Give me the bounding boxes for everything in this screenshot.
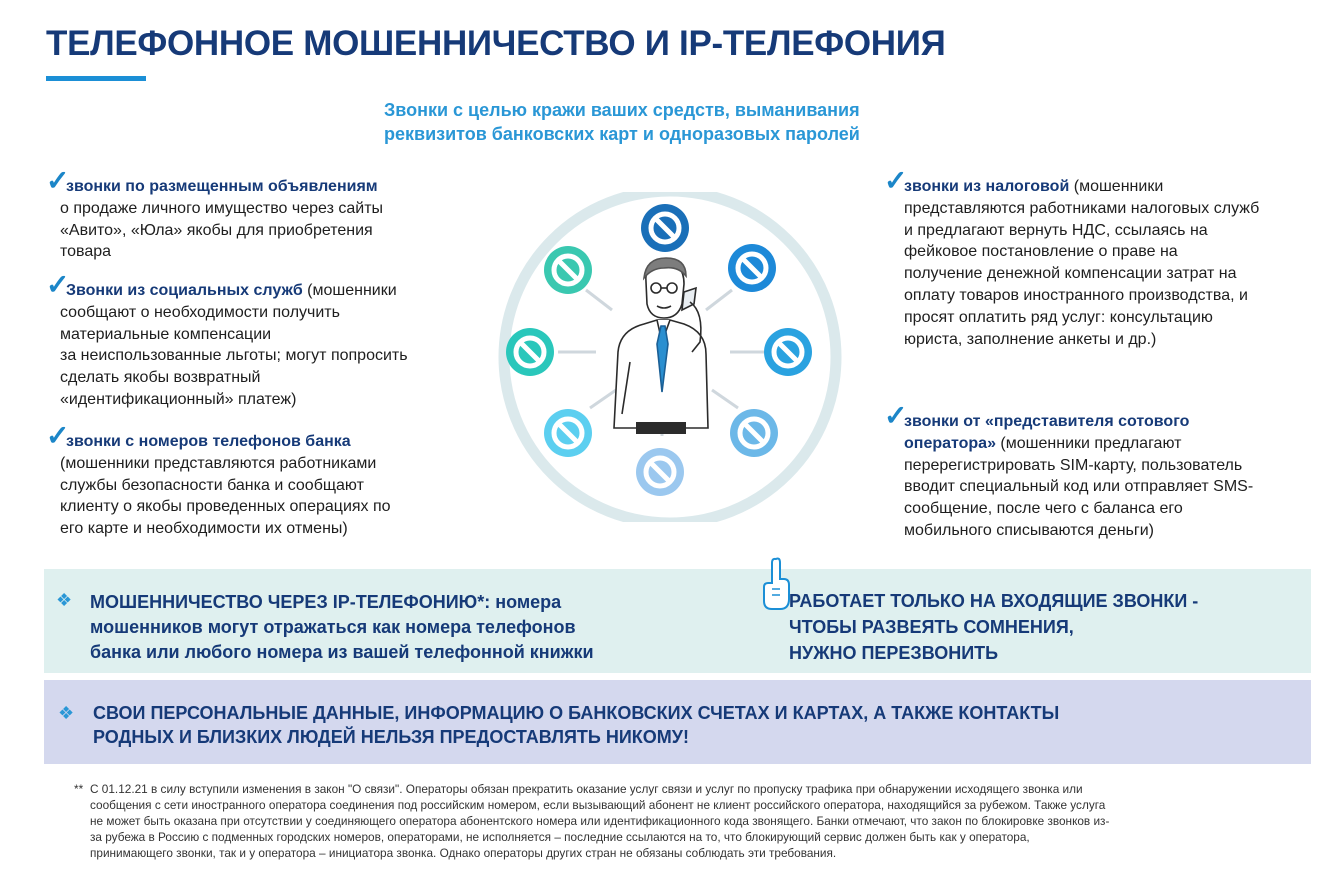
- left-item-bank-line: (мошенники представляются работниками: [60, 454, 377, 472]
- checkmark-icon: ✓: [884, 400, 908, 431]
- no-entry-icon: [728, 244, 776, 292]
- callback-advice-line: ЧТОБЫ РАЗВЕЯТЬ СОМНЕНИЯ,: [789, 617, 1074, 637]
- left-item-social-lead-tail: (мошенники: [302, 282, 397, 299]
- right-item-tax-line: просят оплатить ряд услуг: консультацию: [904, 308, 1213, 326]
- right-item-operator-lead-2: оператора»: [904, 434, 996, 452]
- callback-advice-line: РАБОТАЕТ ТОЛЬКО НА ВХОДЯЩИЕ ЗВОНКИ -: [789, 591, 1199, 611]
- footnote-line: принимающего звонки, так и у оператора – инициатора звонка. Однако операторы других стран не обязаны соблюдать эти требования.: [90, 846, 837, 860]
- right-item-operator-line: вводит специальный код или отправляет SMS-: [904, 478, 1254, 496]
- left-item-bank: [46, 420, 486, 540]
- personal-data-band: [44, 680, 1311, 764]
- subtitle-line-1: Звонки с целью кражи ваших средств, выманивания: [384, 100, 860, 120]
- checkmark-icon: ✓: [46, 269, 70, 300]
- no-entry-icon: [506, 328, 554, 376]
- left-item-ads-line: «Авито», «Юла» якобы для приобретения: [60, 221, 373, 239]
- footnote-line: не может быть оказана при отсутствии у соединяющего оператора абонентского номера или идентификационного кода звонящего. Банки отмечают, что закон по блокировке звонков из-: [90, 814, 1110, 828]
- right-item-operator-line: сообщение, после чего с баланса его: [904, 500, 1183, 518]
- left-item-social-lead: Звонки из социальных служб: [66, 282, 303, 299]
- right-item-tax-line: представляются работниками налоговых служб: [904, 199, 1260, 217]
- no-entry-icon: [764, 328, 812, 376]
- subtitle: [384, 98, 984, 146]
- callback-advice: [789, 588, 1309, 666]
- right-item-operator-line: мобильного списываются деньги): [904, 521, 1154, 539]
- right-item-operator-line: перерегистрировать SIM-карту, пользователь: [904, 456, 1243, 474]
- ip-telephony-lead-tail: : номера: [484, 592, 562, 612]
- right-item-tax-line: фейковое постановление о праве на: [904, 243, 1178, 261]
- footnote: [74, 781, 1295, 861]
- footnote-line: за рубежа в Россию с подменных городских номеров, операторами, не исполняется – последние ссылаются на то, что блокирующий сервис должен быть как у оператора,: [90, 830, 1030, 844]
- title-underline: [46, 76, 146, 81]
- right-item-tax-lead-tail: (мошенники: [1069, 178, 1164, 195]
- no-entry-icon: [544, 409, 592, 457]
- checkmark-icon: ✓: [46, 420, 70, 451]
- left-item-ads: [46, 165, 476, 263]
- left-item-ads-line: о продаже личного имущество через сайты: [60, 199, 384, 217]
- personal-data-line: СВОИ ПЕРСОНАЛЬНЫЕ ДАННЫЕ, ИНФОРМАЦИЮ О БАНКОВСКИХ СЧЕТАХ И КАРТАХ, А ТАКЖЕ КОНТАКТЫ: [93, 703, 1060, 723]
- subtitle-line-2: реквизитов банковских карт и одноразовых паролей: [384, 124, 860, 144]
- diamond-bullet-icon: ❖: [58, 703, 75, 723]
- left-item-ads-lead: звонки по размещенным объявлениям: [66, 178, 378, 195]
- right-item-tax-line: и предлагают вернуть НДС, ссылаясь на: [904, 221, 1208, 239]
- checkmark-icon: ✓: [884, 165, 908, 196]
- personal-data-warning: [93, 701, 1293, 749]
- no-entry-icon: [641, 204, 689, 252]
- callback-advice-line: НУЖНО ПЕРЕЗВОНИТЬ: [789, 643, 999, 663]
- left-item-ads-line: товара: [60, 243, 112, 261]
- left-item-bank-line: его карте и необходимости их отмены): [60, 520, 348, 538]
- left-item-bank-line: службы безопасности банка и сообщают: [60, 476, 364, 494]
- man-on-phone-illustration: [614, 258, 708, 434]
- left-item-social-line: сделать якобы возвратный: [60, 369, 261, 387]
- no-entry-icon: [730, 409, 778, 457]
- ip-telephony-line: банка или любого номера из вашей телефонной книжки: [90, 642, 594, 662]
- right-item-tax-line: оплату товаров иностранного производства, и: [904, 286, 1248, 304]
- right-item-tax-line: юриста, заполнение анкеты и др.): [904, 330, 1157, 348]
- right-item-operator-lead: звонки от «представителя сотового: [904, 413, 1190, 430]
- left-item-social: [46, 269, 486, 411]
- personal-data-line: РОДНЫХ И БЛИЗКИХ ЛЮДЕЙ НЕЛЬЗЯ ПРЕДОСТАВЛЯТЬ НИКОМУ!: [93, 727, 689, 747]
- left-item-bank-lead: звонки с номеров телефонов банка: [66, 433, 351, 450]
- left-item-social-line: за неиспользованные льготы; могут попросить: [60, 347, 408, 365]
- footnote-line: С 01.12.21 в силу вступили изменения в закон "О связи". Операторы обязан прекратить оказание услуг связи и услуг по пропуску трафика при обнаружении исходящего звонка или: [90, 782, 1083, 796]
- right-item-tax-lead: звонки из налоговой: [904, 178, 1070, 195]
- ip-telephony-line: мошенников могут отражаться как номера телефонов: [90, 617, 576, 637]
- ip-telephony-text: [90, 590, 730, 665]
- right-item-operator: [884, 400, 1314, 542]
- ip-telephony-band: [44, 569, 1311, 673]
- right-item-operator-lead-tail: (мошенники предлагают: [995, 434, 1182, 452]
- right-item-tax: [884, 165, 1314, 350]
- footnote-marker: **: [74, 782, 84, 796]
- footnote-line: сообщения с сети иностранного оператора соединения под российским номером, если вызывающий абонент не клиент российского оператора, находящийся за рубежом. Также услуга: [90, 798, 1106, 812]
- diamond-bullet-icon: ❖: [56, 590, 73, 610]
- left-item-social-line: материальные компенсации: [60, 325, 272, 343]
- left-item-bank-line: клиенту о якобы проведенных операциях по: [60, 498, 391, 516]
- fraud-calls-diagram: [494, 192, 846, 522]
- checkmark-icon: ✓: [46, 165, 70, 196]
- no-entry-icon: [636, 448, 684, 496]
- left-item-social-line: «идентификационный» платеж): [60, 390, 297, 408]
- no-entry-icon: [544, 246, 592, 294]
- pointing-hand-icon: [754, 555, 794, 615]
- left-item-social-line: сообщают о необходимости получить: [60, 303, 340, 321]
- right-item-tax-line: получение денежной компенсации затрат на: [904, 265, 1237, 283]
- page-title: ТЕЛЕФОННОЕ МОШЕННИЧЕСТВО И IP-ТЕЛЕФОНИЯ: [46, 24, 946, 63]
- ip-telephony-lead: МОШЕННИЧЕСТВО ЧЕРЕЗ IP-ТЕЛЕФОНИЮ*: [90, 592, 485, 612]
